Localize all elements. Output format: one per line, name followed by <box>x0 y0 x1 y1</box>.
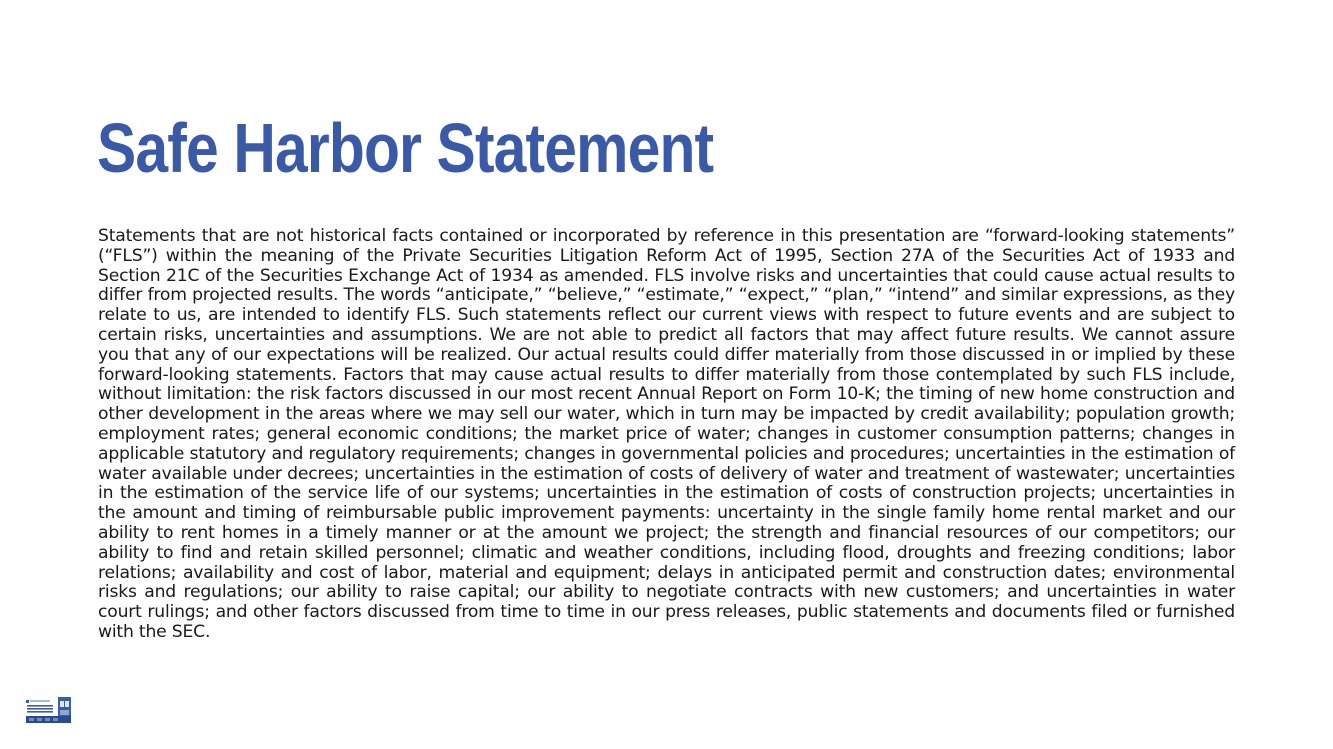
page-title: Safe Harbor Statement <box>97 109 714 187</box>
safe-harbor-paragraph: Statements that are not historical facts contained or incorporated by reference in this presentation are “forward-looking statements” (“FLS”) within the meaning of the Private Securities Litigation Reform Act of 1995, Section 27A of the Securities Act of 1933 and Section 21C of the Securities Exchange Act of 1934 as amended. FLS involve risks and uncertainties that could cause actual results to differ from projected results. The words “anticipate,” “believe,” “estimate,” “expect,” “plan,” “intend” and similar expressions, as they relate to us, are intended to identify FLS. Such statements reflect our current views with respect to future events and are subject to certain risks, uncertainties and assumptions. We are not able to predict all factors that may affect future results. We cannot assure you that any of our expectations will be realized. Our actual results could differ materially from those discussed in or implied by these forward-looking statements. Factors that may cause actual results to differ materially from those contemplated by such FLS include, without limitation: the risk factors discussed in our most recent Annual Report on Form 10-K; the timing of new home construction and other development in the areas where we may sell our water, which in turn may be impacted by credit availability; population growth; employment rates; general economic conditions; the market price of water; changes in customer consumption patterns; changes in applicable statutory and regulatory requirements; changes in governmental policies and procedures; uncertainties in the estimation of water available under decrees; uncertainties in the estimation of costs of delivery of water and treatment of wastewater; uncertainties in the estimation of the service life of our systems; uncertainties in the estimation of costs of construction projects; uncertainties in the amount and timing of reimbursable public improvement payments: uncertainty in the single family home rental market and our ability to rent homes in a timely manner or at the amount we project; the strength and financial resources of our competitors; our ability to find and retain skilled personnel; climatic and weather conditions, including flood, droughts and freezing conditions; labor relations; availability and cost of labor, material and equipment; delays in anticipated permit and construction dates; environmental risks and regulations; our ability to raise capital; our ability to negotiate contracts with new customers; and uncertainties in water court rulings; and other factors discussed from time to time in our press releases, public statements and documents filed or furnished with the SEC. <box>98 226 1235 642</box>
company-logo-icon <box>26 697 71 723</box>
